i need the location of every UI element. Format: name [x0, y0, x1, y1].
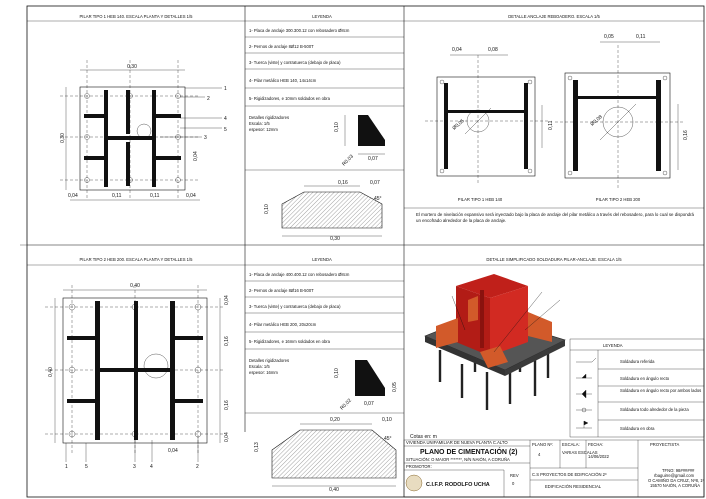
caption-tipo-2: PILAR TIPO 2 HEB 200 [595, 197, 641, 202]
legend-3-item: Soldadura referida [620, 359, 655, 364]
dim-bl-r2: 0,16 [224, 336, 230, 346]
stiffener-elevation-2 [272, 430, 396, 478]
dim-bottom-3: 0,11 [150, 193, 160, 199]
callout-1: 1 [224, 86, 227, 92]
callout-3: 3 [204, 135, 207, 141]
dim-rigid2-s: 0,05 [392, 382, 398, 392]
dim-stiff2-angle: 45° [384, 436, 392, 442]
dim-tr-a2: 0,08 [488, 47, 498, 53]
panel-pilar-tipo-1 [27, 14, 245, 200]
stiffener-detail-2 [355, 360, 385, 396]
dim-tr-b2: 0,11 [636, 34, 646, 40]
course-name: C.S PROYECTOS DE EDIFICACIÓN 2º [532, 472, 607, 477]
panel-anchor-detail [404, 14, 704, 208]
legend-1-item: 3- Tuerca (viste) y contratuerca (debajo de placa) [249, 60, 341, 65]
legend-2-title: LEYENDA [312, 257, 332, 262]
dim-rigid-r: R0,03 [341, 153, 355, 168]
dim-stiff2-w: 0,40 [329, 487, 339, 493]
promoter-label: PROMOTOR: [406, 464, 432, 469]
plate-tipo-2 [565, 73, 670, 178]
dim-stiff-h: 0,10 [264, 204, 270, 214]
callout-bl-1: 1 [65, 464, 68, 470]
legend-2-item: 5- Rigidizadores, e 16mm soldados en obra [249, 339, 331, 344]
location: SITUACIÓN: O MAIOR *******, N/N NAIÓN, A CORUÑA [406, 457, 510, 462]
callout-bl-4: 4 [150, 464, 153, 470]
callout-4: 4 [224, 116, 227, 122]
plan-number-label: PLANO Nº: [532, 442, 554, 447]
dim-tr-side-b: 0,16 [683, 130, 689, 140]
rev-label: REV [510, 473, 519, 478]
legend-3-item: Soldadura en ángulo recto [620, 376, 670, 381]
legend-3-item: Soldadura en obra [620, 426, 655, 431]
legend-2-item: 3- Tuerca (viste) y contratuerca (debajo de placa) [249, 304, 341, 309]
column-flange-right [152, 90, 156, 187]
dim-rigid2-w: 0,07 [364, 401, 374, 407]
school-name: C.I.F.P. RODOLFO UCHA [426, 482, 490, 488]
dim-stiff2-top: 0,20 [330, 417, 340, 423]
stiffener-detail [358, 115, 385, 146]
dim-stiff2-h: 0,13 [254, 442, 260, 452]
dim-tr-a1: 0,04 [452, 47, 462, 53]
panel-pilar-tipo-2 [27, 257, 245, 470]
units-note: Cotas en: m [410, 434, 437, 440]
contact-line: O CAMIÑO DA CRUZ, Nº8, 1º [648, 478, 705, 483]
dim-bl-r4: 0,04 [224, 432, 230, 442]
date-value: 14/06/2022 [588, 454, 609, 459]
dim-tr-side-a: 0,11 [548, 120, 554, 130]
detail-label: Detalles rigidizadores [249, 115, 290, 120]
plan-number: 4 [538, 452, 541, 457]
panel-title-tl: PILAR TIPO 1 HEB 140. ESCALA PLANTA Y DETALLES 1/5 [79, 14, 193, 19]
scale-label: ESCALA: [562, 442, 580, 447]
dim-stiff-top: 0,16 [338, 180, 348, 186]
dim-bl-r3: 0,16 [224, 400, 230, 410]
detail-label: Detalles rigidizadores [249, 358, 290, 363]
legend-1-item: 1- Placa de anclaje 300.300.12 con rebosadero Ø8cm [249, 28, 350, 33]
dim-bottom-1: 0,04 [68, 193, 78, 199]
course-area: EDIFICACIÓN RESIDENCIAL [545, 484, 602, 489]
legend-1-item: 2- Pernos de anclaje 8Ø12 B-500T [249, 44, 314, 49]
rev-value: 0 [512, 481, 515, 486]
dim-stiff-angle: 45° [374, 196, 382, 202]
vent-hole [137, 124, 151, 138]
column-flange-left [104, 90, 108, 187]
detail-label: Escala: 1/5 [249, 364, 270, 369]
callout-2: 2 [207, 96, 210, 102]
dim-bl-bottom: 0,04 [168, 448, 178, 454]
dim-vent-b: Ø0,08 [589, 114, 604, 128]
detail-label: Escala: 1/5 [249, 121, 270, 126]
legend-1-item: 5- Rigidizadores, e 10mm soldados en obra [249, 96, 331, 101]
date-label: FECHA: [588, 442, 604, 447]
callout-5: 5 [224, 127, 227, 133]
school-logo [406, 475, 422, 491]
legend-1 [245, 14, 404, 242]
callout-bl-2: 2 [196, 464, 199, 470]
scale-value: VARIAS ESCALAS [562, 450, 598, 455]
caption-tipo-1: PILAR TIPO 1 HEB 140 [457, 197, 503, 202]
contact-line: TFNO: 98###### [662, 468, 695, 473]
legend-3-title: LEYENDA [603, 343, 623, 348]
legend-2-item: 4- Pilar metálico HEB 200, 20x20cm [249, 322, 317, 327]
dim-right: 0,04 [193, 151, 199, 161]
dim-rigid-w: 0,07 [368, 156, 378, 162]
legend-3-item: Soldadura en ángulo recto por ambos lados [620, 388, 702, 393]
dim-stiff-off: 0,07 [370, 180, 380, 186]
callout-bl-5: 5 [85, 464, 88, 470]
vent-hole-2 [144, 354, 168, 378]
project-name: VIVIENDA UNIFAMILIAR DE NUEVA PLANTA C.ALTO [406, 440, 508, 445]
legend-1-title: LEYENDA [312, 14, 332, 19]
dim-left: 0,30 [60, 133, 66, 143]
dim-stiff2-off: 0,10 [382, 417, 392, 423]
dim-bottom-2: 0,11 [112, 193, 122, 199]
dim-tr-b1: 0,05 [604, 34, 614, 40]
detail-label: espesor: 12mm [249, 127, 278, 132]
panel-title-br: DETALLE SIMPLIFICADO SOLDADURA PILAR-ANCLAJE. ESCALA 1/5 [486, 257, 622, 262]
dim-bottom-4: 0,04 [186, 193, 196, 199]
dim-vent-a: Ø0,05 [451, 118, 466, 132]
panel-title-bl: PILAR TIPO 2 HEB 200. ESCALA PLANTA Y DETALLES 1/5 [79, 257, 193, 262]
stiffener-elevation [282, 192, 382, 228]
dim-rigid-h: 0,10 [334, 122, 340, 132]
legend-2 [245, 257, 404, 493]
dim-bl-top: 0,40 [130, 283, 140, 289]
callout-bl-3: 3 [133, 464, 136, 470]
dim-stiff-w: 0,30 [330, 236, 340, 242]
legend-3 [570, 339, 704, 437]
dim-bl-left: 0,40 [48, 367, 54, 377]
plan-title: PLANO DE CIMENTACIÓN (2) [420, 449, 518, 456]
title-block [404, 434, 705, 497]
contact-line: 15570 NAIÓN, A CORUÑA [650, 483, 701, 488]
legend-2-item: 1- Placa de anclaje 400.400.12 con rebosadero Ø8cm [249, 272, 350, 277]
detail-label: espesor: 16mm [249, 370, 278, 375]
sheet-border [27, 6, 704, 497]
dim-bl-r1: 0,04 [224, 295, 230, 305]
legend-2-item: 2- Pernos de anclaje 8Ø16 B-500T [249, 288, 314, 293]
anchor-note: El mortero de nivelación expansivo será inyectado bajo la placa de anclaje del pilar metálico a través del rebosadero, para lo cual se dispondrá un encofrado alrededor de la placa de anclaje. [416, 212, 694, 223]
contact-line: rbaguirre@gmail.com [654, 473, 695, 478]
legend-3-item: Soldadura todo alrededor de la pieza [620, 407, 689, 412]
panel-title-tr: DETALLE ANCLAJE REBOADERO. ESCALA 1/5 [508, 14, 600, 19]
dim-rigid2-r: R0,02 [339, 397, 353, 412]
dim-rigid2-h: 0,10 [334, 368, 340, 378]
legend-1-item: 4- Pilar metálico HEB 140, 14x14cm [249, 78, 317, 83]
dim-top: 0,30 [127, 64, 137, 70]
designer-label: PROYECTISTA [650, 442, 680, 447]
